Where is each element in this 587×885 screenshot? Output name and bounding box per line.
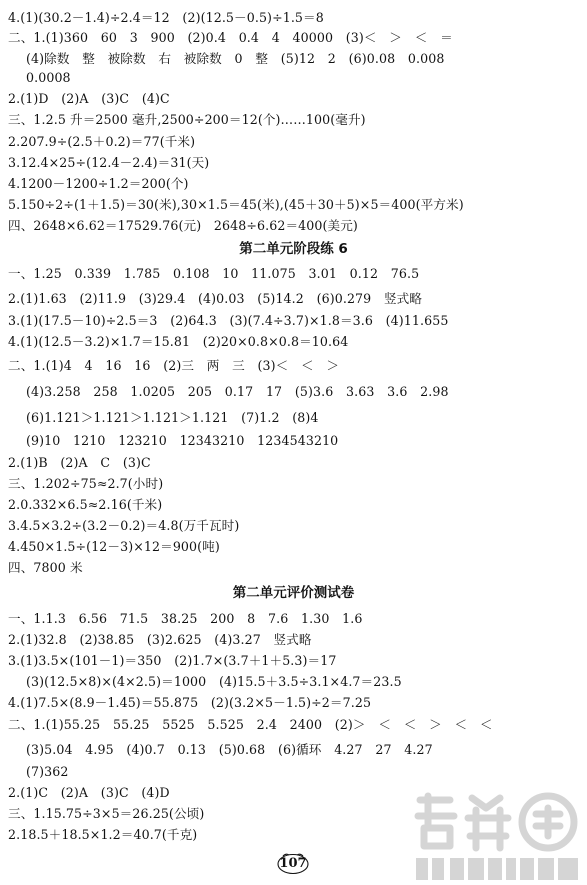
answer-line: 4.450×1.5÷(12－3)×12＝900(吨) xyxy=(8,539,220,554)
answer-line: 4.(1)(12.5－3.2)×1.7＝15.81 (2)20×0.8×0.8＝10.64 xyxy=(8,334,349,349)
answer-line: 2.(1)1.63 (2)11.9 (3)29.4 (4)0.03 (5)14.2 (6)0.279 竖式略 xyxy=(8,291,423,306)
page-number xyxy=(276,853,310,875)
page-number-text: 107 xyxy=(279,856,307,871)
answer-line: 四、2648×6.62＝17529.76(元) 2648÷6.62＝400(美元) xyxy=(8,218,358,233)
answer-line: 5.150÷2÷(1＋1.5)＝30(米),30×1.5＝45(米),(45＋30＋5)×5＝400(平方米) xyxy=(8,197,464,212)
answer-line: (9)10 1210 123210 12343210 1234543210 xyxy=(26,433,339,448)
answer-line: 2.207.9÷(2.5＋0.2)＝77(千米) xyxy=(8,134,196,149)
answer-line: (3)5.04 4.95 (4)0.7 0.13 (5)0.68 (6)循环 4.27 27 4.27 xyxy=(26,742,433,757)
answer-line: 3.(1)(17.5－10)÷2.5＝3 (2)64.3 (3)(7.4÷3.7)×1.8＝3.6 (4)11.655 xyxy=(8,313,449,328)
answer-line: 2.(1)C (2)A (3)C (4)D xyxy=(8,785,170,800)
answer-line: 3.(1)3.5×(101－1)＝350 (2)1.7×(3.7＋1＋5.3)＝17 xyxy=(8,653,337,668)
answer-line: (4)3.258 258 1.0205 205 0.17 17 (5)3.6 3.63 3.6 2.98 xyxy=(26,384,449,399)
answer-line: 4.(1)7.5×(8.9－1.45)＝55.875 (2)(3.2×5－1.5)÷2＝7.25 xyxy=(8,695,372,710)
answer-line: 二、1.(1)4 4 16 16 (2)三 两 三 (3)＜ ＜ ＞ xyxy=(8,358,340,373)
answer-line: 2.(1)D (2)A (3)C (4)C xyxy=(8,91,170,106)
answer-line: 一、1.1.3 6.56 71.5 38.25 200 8 7.6 1.30 1.6 xyxy=(8,611,363,626)
section-heading: 第二单元阶段练 6 xyxy=(239,241,348,257)
answer-line: 四、7800 米 xyxy=(8,560,83,575)
answer-line: (6)1.121＞1.121＞1.121＞1.121 (7)1.2 (8)4 xyxy=(26,410,319,425)
answer-line: 2.18.5＋18.5×1.2＝40.7(千克) xyxy=(8,827,198,842)
answer-line: 三、1.15.75÷3×5＝26.25(公顷) xyxy=(8,806,205,821)
answer-line: 2.(1)B (2)A C (3)C xyxy=(8,455,151,470)
answer-line: 三、1.2.5 升＝2500 毫升,2500÷200＝12(个)……100(毫升) xyxy=(8,112,366,127)
watermark-logo xyxy=(410,788,585,885)
answer-line: 0.0008 xyxy=(26,70,71,85)
answer-line: 三、1.202÷75≈2.7(小时) xyxy=(8,476,164,491)
answer-line: (3)(12.5×8)×(4×2.5)＝1000 (4)15.5＋3.5÷3.1×4.7＝23.5 xyxy=(26,674,402,689)
section-heading: 第二单元评价测试卷 xyxy=(232,585,355,601)
answer-line: 3.12.4×25÷(12.4－2.4)＝31(天) xyxy=(8,155,210,170)
answer-line: (4)除数 整 被除数 右 被除数 0 整 (5)12 2 (6)0.08 0.008 xyxy=(26,51,445,66)
answer-line: 2.0.332×6.5≈2.16(千米) xyxy=(8,497,163,512)
answer-line: (7)362 xyxy=(26,764,69,779)
answer-line: 二、1.(1)360 60 3 900 (2)0.4 0.4 4 40000 (3)＜ ＞ ＜ ＝ xyxy=(8,30,453,45)
answer-line: 一、1.25 0.339 1.785 0.108 10 11.075 3.01 0.12 76.5 xyxy=(8,266,420,281)
answer-line: 3.4.5×3.2÷(3.2－0.2)＝4.8(万千瓦时) xyxy=(8,518,240,533)
answer-line: 4.1200－1200÷1.2＝200(个) xyxy=(8,176,189,191)
answer-line: 4.(1)(30.2－1.4)÷2.4＝12 (2)(12.5－0.5)÷1.5＝8 xyxy=(8,10,324,25)
answer-line: 2.(1)32.8 (2)38.85 (3)2.625 (4)3.27 竖式略 xyxy=(8,632,312,647)
answer-line: 二、1.(1)55.25 55.25 5525 5.525 2.4 2400 (2)＞ ＜ ＜ ＞ ＜ ＜ xyxy=(8,717,493,732)
